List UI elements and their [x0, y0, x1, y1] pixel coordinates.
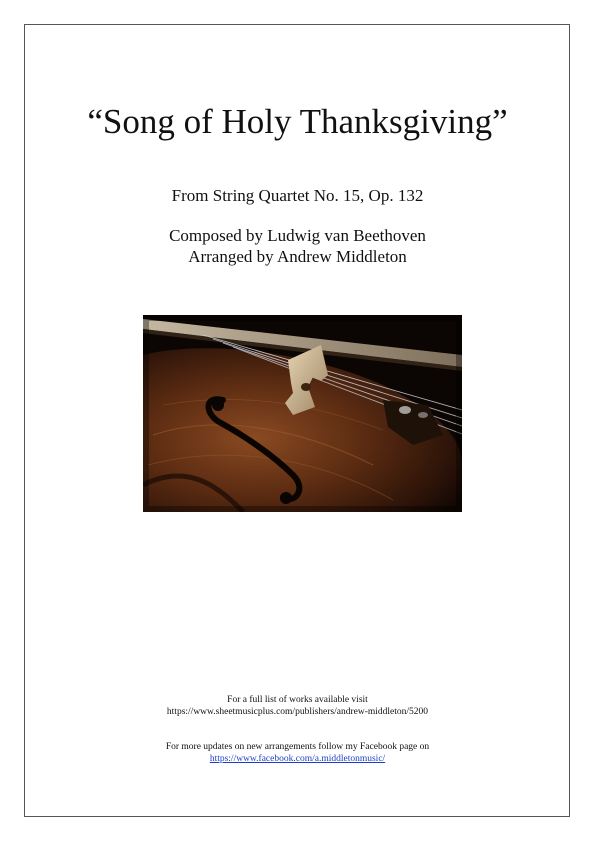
page-title: “Song of Holy Thanksgiving”	[87, 102, 508, 141]
updates-info	[0, 741, 595, 765]
works-info	[0, 694, 595, 718]
credits-block	[0, 225, 595, 267]
composer-credit: Composed by Ludwig van Beethoven	[169, 226, 426, 245]
subtitle: From String Quartet No. 15, Op. 132	[171, 186, 424, 205]
arranger-credit: Arranged by Andrew Middleton	[188, 247, 407, 266]
violin-illustration	[143, 315, 462, 512]
facebook-link[interactable]: https://www.facebook.com/a.middletonmusic/	[209, 754, 386, 764]
works-line: For a full list of works available visit	[227, 695, 368, 705]
updates-line: For more updates on new arrangements follow my Facebook page on	[165, 742, 430, 752]
violin-photo	[143, 315, 462, 512]
works-url[interactable]: https://www.sheetmusicplus.com/publishers/andrew-middleton/5200	[166, 707, 429, 717]
